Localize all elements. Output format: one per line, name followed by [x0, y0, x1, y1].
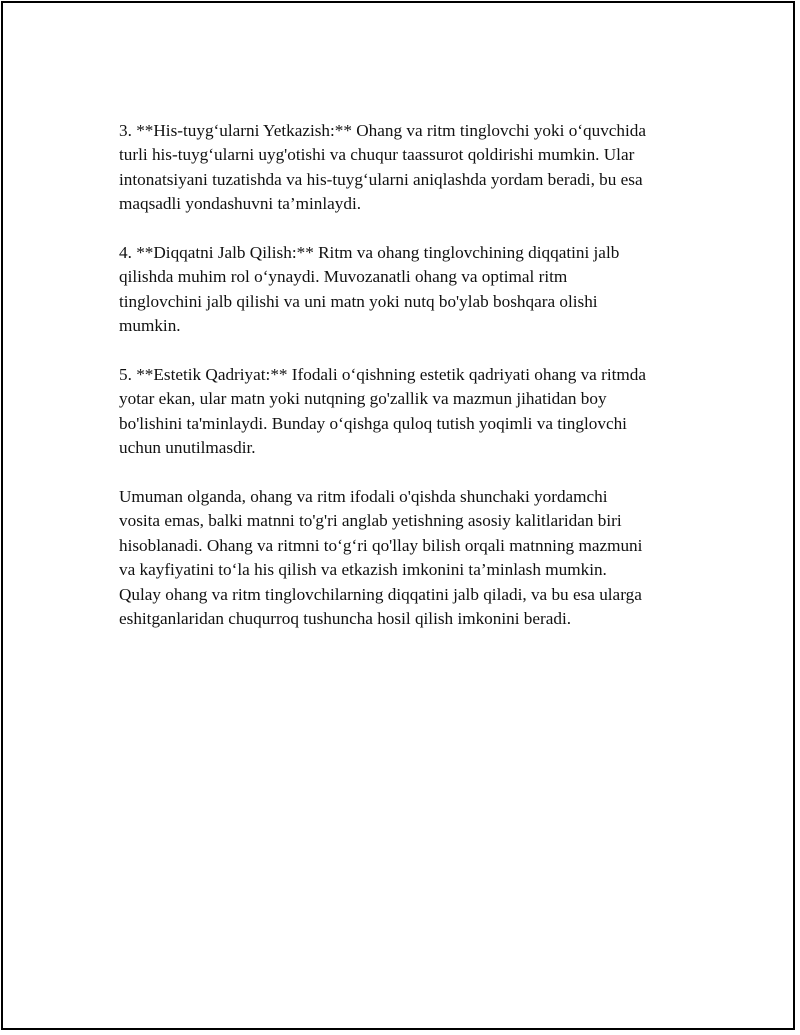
paragraph-estetik-qadriyat: 5. **Estetik Qadriyat:** Ifodali o‘qishning estetik qadriyati ohang va ritmda yotar ekan, ular matn yoki nutqning go'zallik va mazmun jihatidan boy bo'lishini ta'minlaydi. Bunday o‘qishga quloq tutish yoqimli va tinglovchi uchun unutilmasdir.	[119, 365, 646, 458]
document-body	[119, 119, 691, 656]
paragraph-diqqatni-jalb-qilish: 4. **Diqqatni Jalb Qilish:** Ritm va ohang tinglovchining diqqatini jalb qilishda muhim rol o‘ynaydi. Muvozanatli ohang va optimal ritm tinglovchini jalb qilishi va uni matn yoki nutq bo'ylab boshqara olishi mumkin.	[119, 243, 620, 336]
paragraph-conclusion: Umuman olganda, ohang va ritm ifodali o'qishda shunchaki yordamchi vosita emas, balki matnni to'g'ri anglab yetishning asosiy kalitlaridan biri hisoblanadi. Ohang va ritmni to‘g‘ri qo'llay bilish orqali matnning mazmuni va kayfiyatini to‘la his qilish va etkazish imkonini ta’minlash mumkin. Qulay ohang va ritm tinglovchilarning diqqatini jalb qiladi, va bu esa ularga eshitganlaridan chuqurroq tushuncha hosil qilish imkonini beradi.	[119, 487, 643, 629]
paragraph-his-tuygularni-yetkazish: 3. **His-tuyg‘ularni Yetkazish:** Ohang va ritm tinglovchi yoki o‘quvchida turli his-tuyg‘ularni uyg'otishi va chuqur taassurot qoldirishi mumkin. Ular intonatsiyani tuzatishda va his-tuyg‘ularni aniqlashda yordam beradi, bu esa maqsadli yondashuvni ta’minlaydi.	[119, 121, 647, 214]
document-page	[1, 1, 795, 1030]
